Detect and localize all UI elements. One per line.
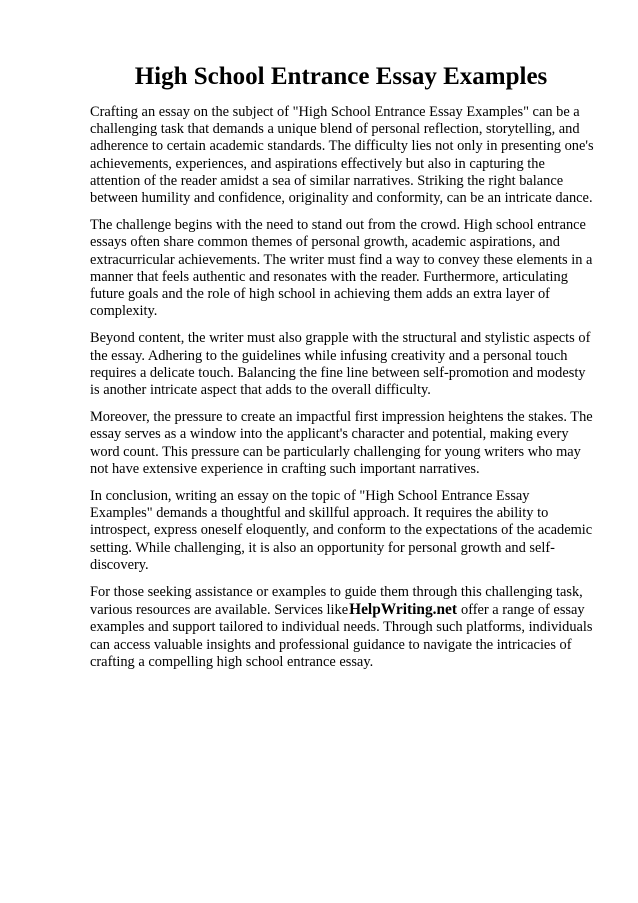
resources-text-before: For those seeking assistance or examples to guide them through this challenging task, various resources are available. Services like (90, 584, 583, 619)
paragraph-stand-out: The challenge begins with the need to stand out from the crowd. High school entrance essays often share common themes of personal growth, academic aspirations, and extracurricular achievements. The writer must find a way to convey these elements in a manner that feels authentic and resonates with the reader. Furthermore, articulating future goals and the role of high school in achieving them adds an extra layer of complexity. (90, 217, 593, 320)
brand-name: HelpWriting.net (349, 601, 458, 619)
paragraph-first-impression: Moreover, the pressure to create an impactful first impression heightens the stakes. The essay serves as a window into the applicant's character and potential, making every word count. This pressure can be particularly challenging for young writers who may not have extensive experience in crafting such important narratives. (90, 409, 593, 477)
paragraph-introduction: Crafting an essay on the subject of "High School Entrance Essay Examples" can be a challenging task that demands a unique blend of personal reflection, storytelling, and adherence to certain academic standards. The difficulty lies not only in presenting one's achievements, experiences, and aspirations effectively but also in capturing the attention of the reader amidst a sea of similar narratives. Striking the right balance between humility and confidence, originality and conformity, can be an intricate dance. (90, 104, 594, 207)
paragraph-conclusion: In conclusion, writing an essay on the topic of "High School Entrance Essay Examples" demands a thoughtful and skillful approach. It requires the ability to introspect, express oneself eloquently, and conform to the expectations of the academic setting. While challenging, it is also an opportunity for personal growth and self-discovery. (90, 488, 593, 573)
paragraph-structure-style: Beyond content, the writer must also grapple with the structural and stylistic aspects of the essay. Adhering to the guidelines while infusing creativity and a personal touch requires a delicate touch. Balancing the fine line between self-promotion and modesty is another intricate aspect that adds to the overall difficulty. (90, 330, 591, 399)
document-title: High School Entrance Essay Examples (134, 63, 548, 90)
paragraph-resources (90, 584, 594, 671)
resources-text-after: offer a range of essay examples and support tailored to individual needs. Through such platforms, individuals can access valuable insights and professional guidance to navigate the intricacies of crafting a compelling high school entrance essay. (90, 602, 593, 670)
